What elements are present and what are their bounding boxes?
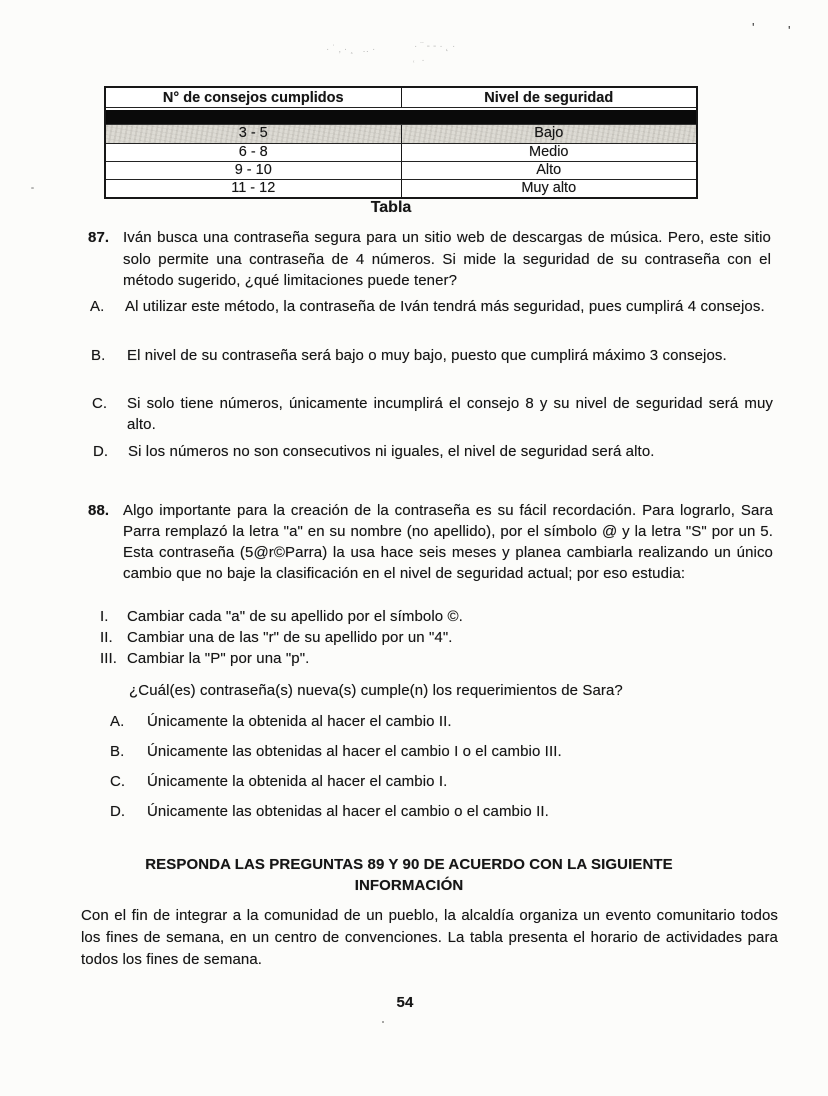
table-cell-nivel: Bajo — [534, 125, 564, 141]
table-header-nivel: Nivel de seguridad — [402, 88, 697, 108]
roman-numeral: I. — [100, 608, 109, 625]
table-row — [106, 161, 696, 179]
scan-artifact-speck — [382, 1021, 384, 1023]
question-87-option-b: El nivel de su contraseña será bajo o muy bajo, puesto que cumplirá máximo 3 consejos. — [127, 347, 727, 364]
roman-item-3: Cambiar la "P" por una "p". — [127, 650, 310, 667]
table-redacted-row — [106, 110, 696, 124]
question-87-number: 87. — [88, 229, 110, 246]
section-header — [0, 855, 818, 896]
table-header-consejos: N° de consejos cumplidos — [106, 88, 402, 108]
question-87-option-a: Al utilizar este método, la contraseña de Iván tendrá más seguridad, pues cumplirá 4 consejos. — [125, 298, 765, 315]
question-87-option-c: Si solo tiene números, únicamente incumplirá el consejo 8 y su nivel de seguridad será muy alto. — [127, 395, 773, 433]
scan-artifact-tick: ' — [788, 23, 791, 38]
question-87-text: Iván busca una contraseña segura para un sitio web de descargas de música. Pero, este sitio solo permite una contraseña de 4 números. Si mide la seguridad de su contraseña con el método sugerido, ¿qué limitaciones puede tener? — [123, 229, 771, 289]
table-row — [106, 124, 696, 143]
table-cell-consejos: 11 - 12 — [106, 180, 402, 197]
question-88-option-c: Únicamente la obtenida al hacer el cambio I. — [147, 773, 448, 790]
scan-artifact-speck — [31, 187, 34, 189]
scan-artifact-smudge: ˓· — [412, 55, 431, 66]
question-88-option-b: Únicamente las obtenidas al hacer el cambio I o el cambio III. — [147, 743, 562, 760]
option-letter: A. — [90, 298, 105, 315]
option-letter: A. — [110, 713, 125, 730]
option-letter: C. — [110, 773, 126, 790]
roman-item-1: Cambiar cada "a" de su apellido por el símbolo ©. — [127, 608, 463, 625]
table-caption: Tabla — [370, 199, 412, 216]
table-cell-consejos: 3 - 5 — [106, 125, 402, 143]
page-number: 54 — [396, 994, 414, 1011]
option-letter: B. — [110, 743, 125, 760]
security-table — [104, 86, 698, 199]
roman-numeral: II. — [100, 629, 113, 646]
table-cell-consejos: 9 - 10 — [106, 162, 402, 179]
table-cell-nivel: Muy alto — [521, 180, 577, 196]
roman-numeral: III. — [100, 650, 118, 667]
table-cell-nivel: Alto — [536, 162, 562, 178]
question-87-option-d: Si los números no son consecutivos ni iguales, el nivel de seguridad será alto. — [128, 443, 655, 460]
section-header-line1: RESPONDA LAS PREGUNTAS 89 Y 90 DE ACUERDO CON LA SIGUIENTE — [145, 856, 673, 873]
scan-artifact-smudge: ·¨‑-·˛· — [414, 41, 459, 52]
option-letter: D. — [93, 443, 109, 460]
table-row — [106, 143, 696, 161]
roman-item-2: Cambiar una de las "r" de su apellido por un "4". — [127, 629, 453, 646]
question-88-text: Algo importante para la creación de la contraseña es su fácil recordación. Para lograrlo, Sara Parra remplazó la letra "a" en su nombre (no apellido), por el símbolo @ y la letra "S" por un 5. Esta contraseña (5@r©Parra) la usa hace seis meses y planea cambiarla realizando un único cambio que no baje la clasificación en el nivel de seguridad actual; por eso estudia: — [123, 502, 773, 582]
scan-artifact-smudge: ·˙‚·¸ ‥· — [326, 44, 379, 55]
question-88-number: 88. — [88, 502, 110, 519]
intro-paragraph: Con el fin de integrar a la comunidad de un pueblo, la alcaldía organiza un evento comunitario todos los fines de semana, en un centro de convenciones. La tabla presenta el horario de actividades para todos los fines de semana. — [81, 907, 778, 968]
table-cell-nivel: Medio — [529, 144, 569, 160]
option-letter: C. — [92, 395, 108, 412]
table-row — [106, 179, 696, 197]
scan-artifact-tick: ' — [752, 20, 755, 35]
table-header-row — [106, 88, 696, 108]
question-88-prompt: ¿Cuál(es) contraseña(s) nueva(s) cumple(n) los requerimientos de Sara? — [129, 682, 623, 699]
table-cell-consejos: 6 - 8 — [106, 144, 402, 161]
option-letter: D. — [110, 803, 126, 820]
question-88-option-a: Únicamente la obtenida al hacer el cambio II. — [147, 713, 452, 730]
section-header-line2: INFORMACIÓN — [354, 876, 464, 894]
question-88-option-d: Únicamente las obtenidas al hacer el cambio o el cambio II. — [147, 803, 549, 820]
option-letter: B. — [91, 347, 106, 364]
